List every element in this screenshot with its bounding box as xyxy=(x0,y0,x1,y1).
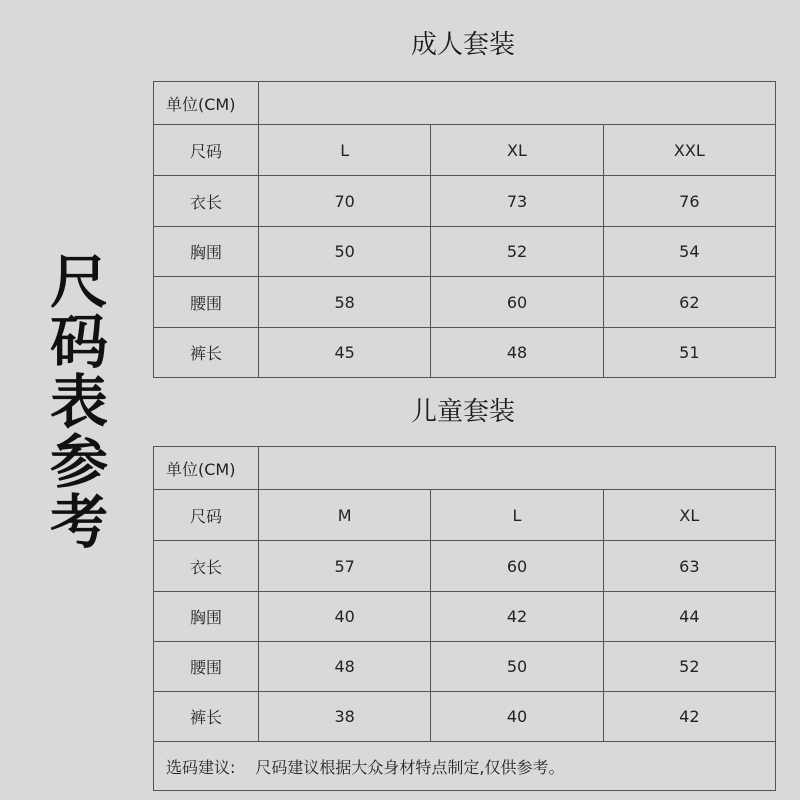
row-label: 腰围 xyxy=(154,642,259,692)
cell: 70 xyxy=(259,176,431,227)
table-row xyxy=(154,692,776,742)
cell: 38 xyxy=(259,692,431,742)
cell: 40 xyxy=(259,592,431,642)
size-header: XXL xyxy=(603,125,775,176)
row-label: 胸围 xyxy=(154,592,259,642)
cell: 48 xyxy=(259,642,431,692)
note-label: 选码建议: xyxy=(166,757,236,777)
adult-size-table xyxy=(153,81,776,378)
table-row xyxy=(154,277,776,328)
table-row xyxy=(154,642,776,692)
row-label: 衣长 xyxy=(154,541,259,592)
header-label: 尺码 xyxy=(154,125,259,176)
table-row xyxy=(154,592,776,642)
row-label: 腰围 xyxy=(154,277,259,328)
cell: 57 xyxy=(259,541,431,592)
row-label: 裤长 xyxy=(154,692,259,742)
row-label: 胸围 xyxy=(154,227,259,277)
row-label: 裤长 xyxy=(154,328,259,378)
cell: 42 xyxy=(603,692,775,742)
cell: 73 xyxy=(431,176,603,227)
cell: 52 xyxy=(431,227,603,277)
unit-row xyxy=(154,82,776,125)
cell: 50 xyxy=(431,642,603,692)
table-row xyxy=(154,328,776,378)
table-row xyxy=(154,541,776,592)
size-header: L xyxy=(259,125,431,176)
empty-cell xyxy=(259,447,776,490)
empty-cell xyxy=(259,82,776,125)
cell: 45 xyxy=(259,328,431,378)
size-header: XL xyxy=(603,490,775,541)
size-header: L xyxy=(431,490,603,541)
cell: 52 xyxy=(603,642,775,692)
table-row xyxy=(154,176,776,227)
cell: 63 xyxy=(603,541,775,592)
unit-row xyxy=(154,447,776,490)
unit-label: 单位(CM) xyxy=(154,82,259,125)
cell: 54 xyxy=(603,227,775,277)
cell: 51 xyxy=(603,328,775,378)
header-row xyxy=(154,125,776,176)
adult-title: 成人套装 xyxy=(410,30,515,60)
side-title-char: 参 xyxy=(49,428,108,496)
unit-label: 单位(CM) xyxy=(154,447,259,490)
cell: 62 xyxy=(603,277,775,328)
side-title-char: 码 xyxy=(49,308,108,376)
side-title-char: 尺 xyxy=(49,248,108,316)
cell: 50 xyxy=(259,227,431,277)
cell: 58 xyxy=(259,277,431,328)
size-header: XL xyxy=(431,125,603,176)
cell: 60 xyxy=(431,277,603,328)
side-title-char: 表 xyxy=(49,368,108,436)
size-header: M xyxy=(259,490,431,541)
cell: 44 xyxy=(603,592,775,642)
kids-title: 儿童套装 xyxy=(410,397,515,427)
cell: 60 xyxy=(431,541,603,592)
table-row xyxy=(154,227,776,277)
note-row xyxy=(154,742,776,791)
side-title xyxy=(44,248,114,556)
cell: 76 xyxy=(603,176,775,227)
note-cell xyxy=(154,742,776,791)
header-row xyxy=(154,490,776,541)
side-title-char: 考 xyxy=(49,488,108,556)
cell: 42 xyxy=(431,592,603,642)
cell: 40 xyxy=(431,692,603,742)
cell: 48 xyxy=(431,328,603,378)
row-label: 衣长 xyxy=(154,176,259,227)
kids-size-table xyxy=(153,446,776,791)
header-label: 尺码 xyxy=(154,490,259,541)
note-text: 尺码建议根据大众身材特点制定,仅供参考。 xyxy=(255,757,565,777)
